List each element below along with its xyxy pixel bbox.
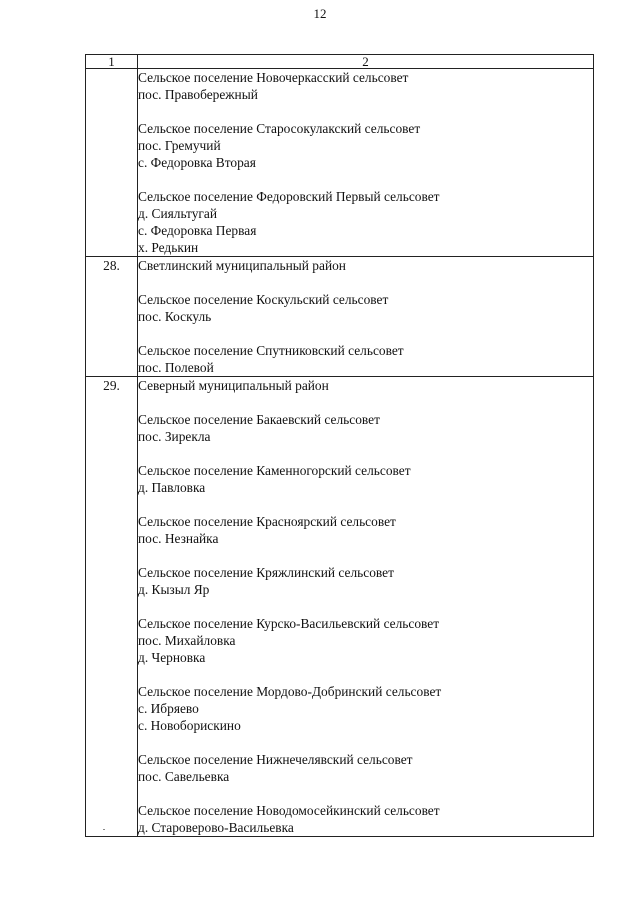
locality-name: пос. Полевой <box>138 360 214 375</box>
settlement-group <box>138 69 593 103</box>
locality-name: пос. Гремучий <box>138 138 221 153</box>
locality-name: с. Ибряево <box>138 701 199 716</box>
table-row <box>86 69 594 257</box>
group-heading: Сельское поселение Кряжлинский сельсовет <box>138 565 394 580</box>
locality-name: пос. Савельевка <box>138 769 230 784</box>
group-heading: Сельское поселение Нижнечелявский сельсовет <box>138 752 413 767</box>
settlement-group <box>138 188 593 256</box>
locality-name: с. Федоровка Вторая <box>138 155 256 170</box>
settlement-group <box>138 564 593 598</box>
settlement-group <box>138 257 593 274</box>
locality-name: х. Редькин <box>138 240 199 255</box>
locality-name: пос. Незнайка <box>138 531 219 546</box>
table-body <box>86 55 594 837</box>
settlement-group <box>138 291 593 325</box>
group-heading: Светлинский муниципальный район <box>138 258 346 273</box>
row-number: 28. <box>86 257 138 377</box>
settlement-group <box>138 683 593 734</box>
group-heading: Сельское поселение Новодомосейкинский сельсовет <box>138 803 440 818</box>
row-number: 29. <box>86 377 138 837</box>
locality-name: д. Павловка <box>138 480 206 495</box>
table-header-row <box>86 55 594 69</box>
group-heading: Сельское поселение Спутниковский сельсовет <box>138 343 404 358</box>
locality-name: д. Староверово-Васильевка <box>138 820 294 835</box>
group-heading: Сельское поселение Старосокулакский сельсовет <box>138 121 421 136</box>
row-content <box>138 69 594 257</box>
locality-name: д. Кызыл Яр <box>138 582 210 597</box>
group-heading: Сельское поселение Бакаевский сельсовет <box>138 412 380 427</box>
page-number: 12 <box>313 6 327 21</box>
locality-name: д. Сияльтугай <box>138 206 218 221</box>
settlements-table <box>85 54 594 837</box>
row-number <box>86 69 138 257</box>
locality-name: с. Новоборискино <box>138 718 241 733</box>
settlement-group <box>138 615 593 666</box>
group-heading: Сельское поселение Курско-Васильевский сельсовет <box>138 616 440 631</box>
group-heading: Северный муниципальный район <box>138 378 329 393</box>
group-heading: Сельское поселение Мордово-Добринский сельсовет <box>138 684 442 699</box>
group-heading: Сельское поселение Каменногорский сельсовет <box>138 463 411 478</box>
row-content <box>138 377 594 837</box>
settlement-group <box>138 751 593 785</box>
group-heading: Сельское поселение Федоровский Первый сельсовет <box>138 189 440 204</box>
settlement-group <box>138 513 593 547</box>
locality-name: пос. Правобережный <box>138 87 258 102</box>
scan-mark <box>103 829 105 830</box>
settlement-group <box>138 411 593 445</box>
settlement-group <box>138 377 593 394</box>
settlement-group <box>138 462 593 496</box>
group-heading: Сельское поселение Красноярский сельсовет <box>138 514 396 529</box>
settlement-group <box>138 120 593 171</box>
group-heading: Сельское поселение Коскульский сельсовет <box>138 292 389 307</box>
locality-name: с. Федоровка Первая <box>138 223 257 238</box>
locality-name: пос. Коскуль <box>138 309 212 324</box>
header-cell-1: 1 <box>86 55 138 69</box>
settlement-group <box>138 802 593 836</box>
table-row <box>86 377 594 837</box>
group-heading: Сельское поселение Новочеркасский сельсовет <box>138 70 409 85</box>
header-cell-2: 2 <box>138 55 594 69</box>
locality-name: пос. Михайловка <box>138 633 236 648</box>
row-content <box>138 257 594 377</box>
locality-name: д. Черновка <box>138 650 206 665</box>
settlement-group <box>138 342 593 376</box>
table-row <box>86 257 594 377</box>
locality-name: пос. Зирекла <box>138 429 211 444</box>
